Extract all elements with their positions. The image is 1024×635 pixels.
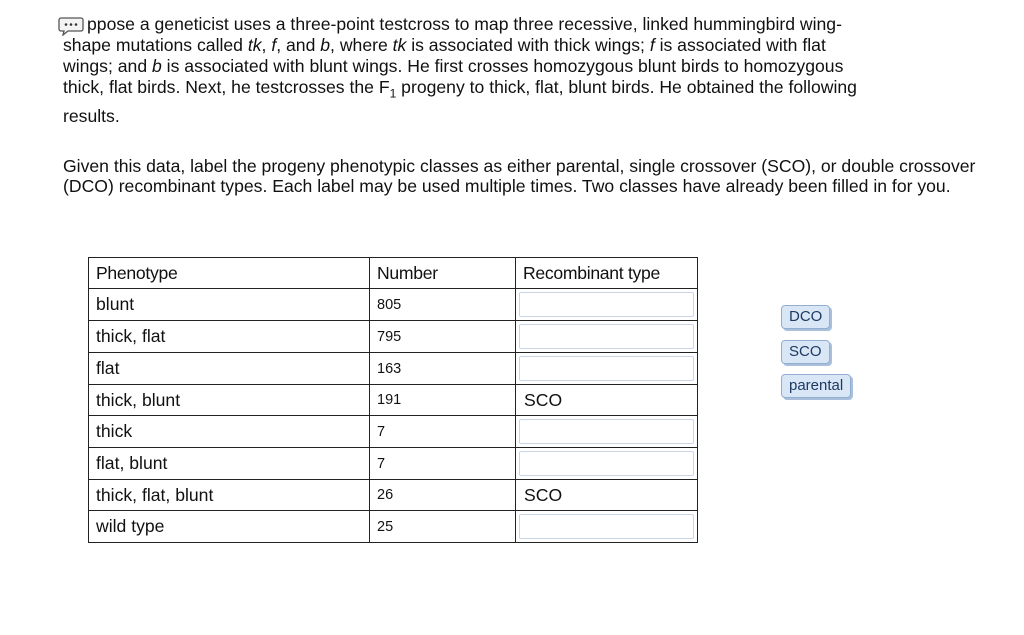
number-cell: 805 [370, 289, 516, 321]
results-table [88, 257, 698, 543]
number-cell: 795 [370, 321, 516, 353]
label-drop-target[interactable] [519, 419, 694, 444]
number-cell: 163 [370, 353, 516, 385]
phenotype-cell: flat [89, 353, 370, 385]
recombinant-type-cell [516, 289, 698, 321]
header-recombinant-type: Recombinant type [516, 258, 698, 289]
label-drop-target[interactable] [519, 292, 694, 317]
header-phenotype: Phenotype [89, 258, 370, 289]
instructions: Given this data, label the progeny phenotypic classes as either parental, single crossover (SCO), or double crossover (DCO) recombinant types. Each label may be used multiple times. Two classes have already been filled in for you. [63, 156, 976, 196]
table-row [89, 353, 698, 385]
label-drop-target[interactable] [519, 514, 694, 539]
phenotype-cell: thick, flat, blunt [89, 480, 370, 511]
table-header-row [89, 258, 698, 289]
label-drop-target[interactable] [519, 356, 694, 381]
recombinant-type-filled: SCO [516, 385, 698, 416]
problem-intro: ppose a geneticist uses a three-point testcross to map three recessive, linked hummingbird wing- shape mutations called tk, f, and b, where tk is associated with thick wings; f is associated with flat wings; and b is associated with blunt wings. He first crosses homozygous blunt birds to homozygous thick, flat birds. Next, he testcrosses the $F_1$ progeny to thick, flat, blunt birds. He obtained the following results. [63, 14, 857, 126]
phenotype-cell: blunt [89, 289, 370, 321]
number-cell: 7 [370, 448, 516, 480]
label-drop-target[interactable] [519, 451, 694, 476]
label-drop-target[interactable] [519, 324, 694, 349]
phenotype-cell: wild type [89, 511, 370, 543]
phenotype-cell: thick, blunt [89, 385, 370, 416]
phenotype-cell: thick [89, 416, 370, 448]
table-row [89, 511, 698, 543]
table-row [89, 416, 698, 448]
phenotype-cell: thick, flat [89, 321, 370, 353]
recombinant-type-cell [516, 353, 698, 385]
table-row [89, 321, 698, 353]
phenotype-cell: flat, blunt [89, 448, 370, 480]
number-cell: 26 [370, 480, 516, 511]
table-row [89, 480, 698, 511]
recombinant-type-cell [516, 321, 698, 353]
table-row [89, 448, 698, 480]
recombinant-type-filled: SCO [516, 480, 698, 511]
table-row [89, 385, 698, 416]
number-cell: 191 [370, 385, 516, 416]
recombinant-type-cell [516, 511, 698, 543]
number-cell: 7 [370, 416, 516, 448]
label-chip-sco[interactable]: SCO [781, 340, 830, 364]
recombinant-type-cell [516, 448, 698, 480]
header-number: Number [370, 258, 516, 289]
number-cell: 25 [370, 511, 516, 543]
label-chip-parental[interactable]: parental [781, 374, 851, 398]
recombinant-type-cell [516, 416, 698, 448]
label-chip-dco[interactable]: DCO [781, 305, 830, 329]
table-row [89, 289, 698, 321]
